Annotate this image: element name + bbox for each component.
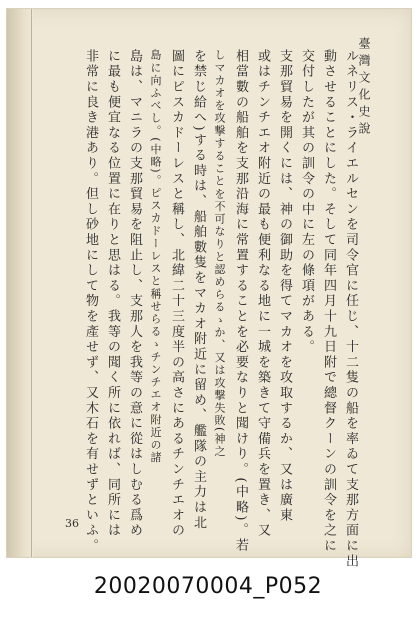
- book-page: [6, 8, 412, 570]
- text-column: 圖にピスカドーレスと稱し、北緯二十三度半の高さにあるチンチエオの: [169, 49, 184, 539]
- text-column: を禁じ給へ)する時は、船舶數隻をマカオ附近に留め、艦隊の主力は北: [191, 49, 206, 531]
- text-column: 或はチンチエオ附近の最も便利なる地に一城を築きて守備兵を置き、又: [255, 49, 270, 539]
- text-column: ルネリス・ライエルセンを司令官に任じ、十二隻の船を率ゐて支那方面に出: [343, 49, 358, 570]
- text-column: 支那貿易を開くには、神の御助を得てマカオを攻取するか、又は廣東: [277, 49, 292, 524]
- text-column: に最も便宜なる位置に在りと思はる。我等の聞く所に依れば、同所には: [105, 49, 120, 539]
- running-header-title: 臺灣文化史說: [357, 37, 371, 139]
- text-column: 非常に良き港あり。但し砂地にして物を產せず、又木石を有せずといふ。: [83, 49, 98, 554]
- binding-gutter: [7, 9, 33, 557]
- image-caption: 20020070004_P052: [93, 574, 323, 599]
- text-column: しマカオを攻撃することを不可なりと認めらるゝか、又は攻撃失敗(神之: [213, 49, 226, 459]
- text-column: 島に向ふべし。(中略)。ピスカドーレスと稱せらるゝチンチエオ附近の諸: [149, 49, 162, 464]
- page-number: 36: [65, 517, 79, 530]
- text-column: 相當數の船舶を支那沿海に常置することを必要なりと聞けり。(中略)。若: [233, 49, 248, 554]
- spine-line: [31, 9, 32, 557]
- text-column: 動させることにした。そして同年四月十九日附で總督クーンの訓令を之に: [321, 49, 336, 554]
- text-column: 島は、マニラの支那貿易を阻止し、支那人を我等の意に從はしむる爲め: [127, 49, 142, 539]
- text-column: 交付したが其の訓令の中に左の條項がある。: [299, 49, 314, 355]
